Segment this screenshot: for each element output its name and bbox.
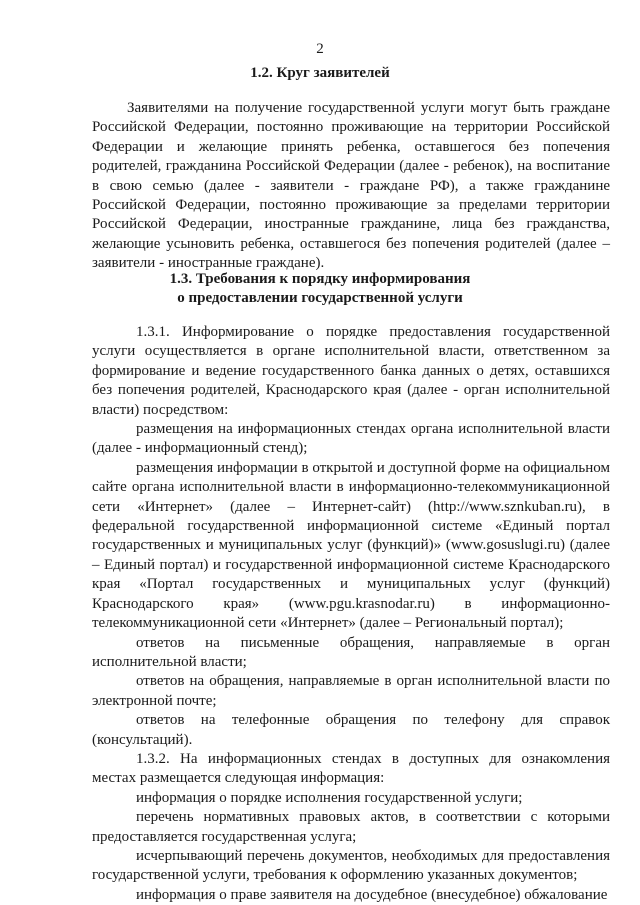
list-item: размещения информации в открытой и доступной форме на официальном сайте органа исполнительной власти в информационно-телекоммуникационной сети «Интернет» (далее – Интернет-сайт) (http://www.sznkuban.ru), в федеральной государственной информационной системе «Единый портал государственных и муниципальных услуг (функций)» (www.gosuslugi.ru) (далее – Единый портал) и государственной информационной системе Краснодарского края «Портал государственных и муниципальных услуг (функций) Краснодарского края» (www.pgu.krasnodar.ru) в информационно-телекоммуникационной сети «Интернет» (далее – Региональный портал); (92, 459, 610, 632)
section-heading-line: 1.3. Требования к порядку информирования (169, 271, 471, 287)
paragraph: Заявителями на получение государственной услуги могут быть граждане Российской Федерации, постоянно проживающие на территории Российской Федерации и желающие принять ребенка, оставшегося без попечения родителей, гражданина Российской Федерации (далее - ребенок), на воспитание в свою семью (далее - заявители - граждане РФ), а также гражданине Российской Федерации, постоянно проживающие за пределами территории Российской Федерации, иностранные гражданине, лица без гражданства, желающие усыновить ребенка, оставшегося без попечения родителей (далее – заявители - иностранные граждане). (92, 100, 610, 272)
list-item: ответов на письменные обращения, направляемые в орган исполнительной власти; (92, 634, 610, 670)
section-heading-applicants: 1.2. Круг заявителей (250, 65, 390, 81)
paragraph: 1.3.1. Информирование о порядке предоставления государственной услуги осуществляется в органе исполнительной власти, ответственном за формирование и ведение государственного банка данных о детях, оставшихся без попечения родителей, Краснодарского края (далее - орган исполнительной власти) посредством: (92, 324, 610, 418)
list-item: ответов на обращения, направляемые в орган исполнительной власти по электронной почте; (92, 673, 610, 709)
page-number: 2 (316, 41, 324, 57)
list-item: размещения на информационных стендах органа исполнительной власти (далее - информационный стенд); (92, 421, 610, 457)
list-item: исчерпывающий перечень документов, необходимых для предоставления государственной услуги, требования к оформлению указанных документов; (92, 847, 610, 884)
section-heading-informing (60, 270, 580, 308)
section-applicants-body (92, 99, 610, 274)
list-item: ответов на телефонные обращения по телефону для справок (консультаций). (92, 712, 610, 748)
paragraph: 1.3.2. На информационных стендах в доступных для ознакомления местах размещается следующая информация: (92, 750, 610, 787)
list-item: информация о порядке исполнения государственной услуги; (136, 789, 523, 806)
section-heading-line: о предоставлении государственной услуги (177, 290, 463, 306)
list-item: информация о праве заявителя на досудебное (внесудебное) обжалование (136, 886, 608, 903)
section-informing-body (92, 323, 610, 905)
list-item: перечень нормативных правовых актов, в соответствии с которыми предоставляется государственная услуга; (92, 809, 610, 845)
